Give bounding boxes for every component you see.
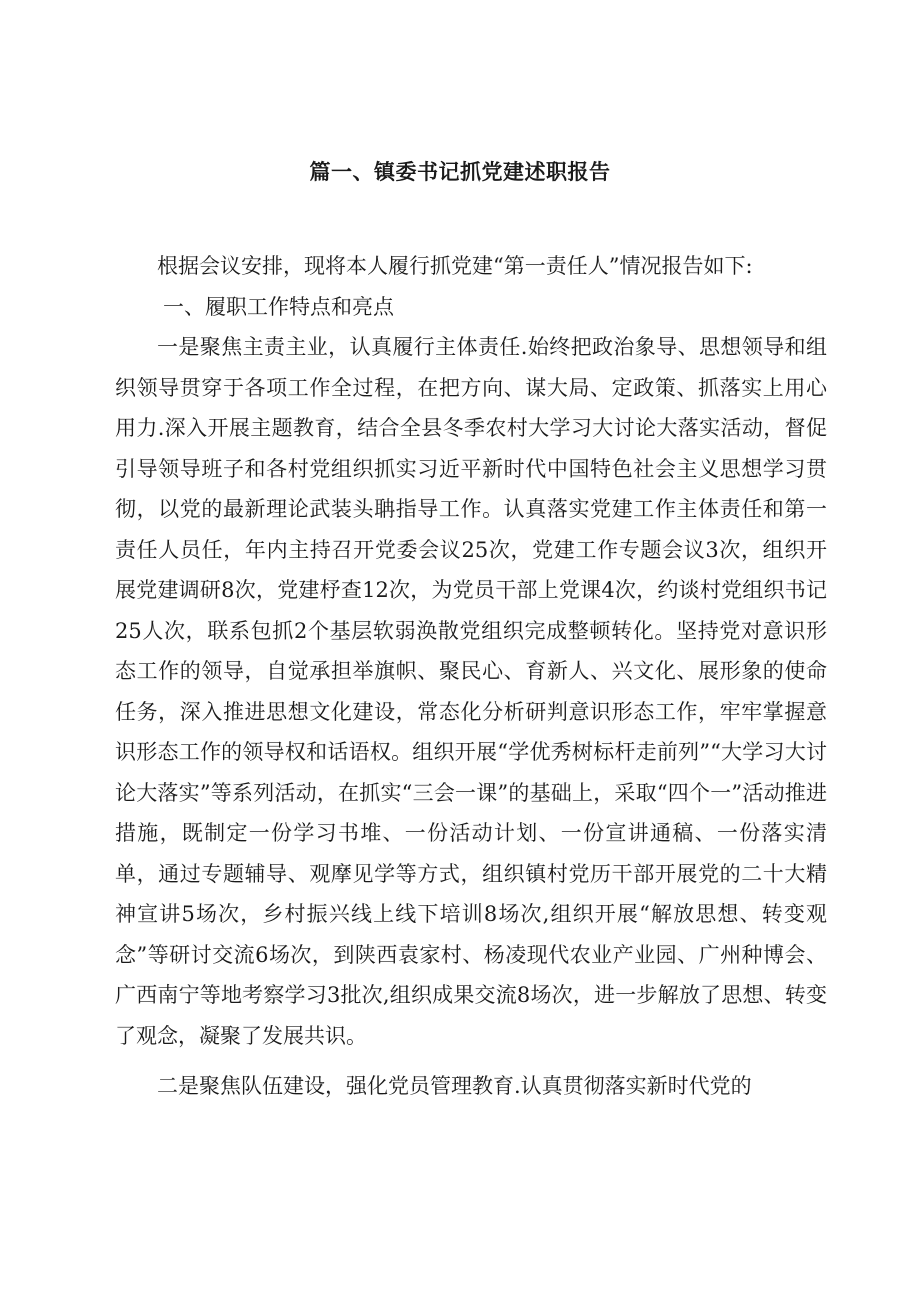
paragraph-gap	[115, 1056, 827, 1066]
section-heading: 一、履职工作特点和亮点	[163, 294, 394, 319]
document-body	[115, 246, 827, 1107]
document-title: 篇一、镇委书记抓党建述职报告	[309, 160, 611, 184]
body-paragraph-2: 二是聚焦队伍建设，强化党员管理教育.认真贯彻落实新时代党的	[157, 1074, 752, 1098]
body-paragraph-1: 一是聚焦主责主业，认真履行主体责任.始终把政治象导、思想领导和组织领导贯穿于各项工作全过程，在把方向、谋大局、定政策、抓落实上用心用力.深入开展主题教育，结合全县冬季农村大学习大讨论大落实活动，督促引导领导班子和各村党组织抓实习近平新时代中国特色社会主义思想学习贯彻，以党的最新理论武装头聃指导工作。认真落实党建工作主体责任和第一责任人员任，年内主持召开党委会议25次，党建工作专题会议3次，组织开展党建调研8次，党建杼查12次，为党员干部上党课4次，约谈村党组织书记25人次，联系包抓2个基层软弱涣散党组织完成整顿转化。坚持党对意识形态工作的领导，自觉承担举旗帜、聚民心、育新人、兴文化、展形象的使命任务，深入推进思想文化建设，常态化分析研判意识形态工作，牢牢掌握意识形态工作的领导权和话语权。组织开展“学优秀树标杆走前列”“大学习大讨论大落实”等系列活动，在抓实“三会一课”的基础上，采取“四个一”活动推进措施，既制定一份学习书堆、一份活动计划、一份宣讲通稿、一份落实清单，通过专题辅导、观摩见学等方式，组织镇村党历干部开展党的二十大精神宣讲5场次，乡村振兴线上线下培训8场次,组织开展“解放思想、转变观念”等研讨交流6场次，到陕西袁家村、杨凌现代农业产业园、广州种博会、广西南宁等地考察学习3批次,组织成果交流8场次，进一步解放了思想、转变了观念，凝聚了发展共识。	[115, 335, 827, 1048]
intro-paragraph: 根据会议安排，现将本人履行抓党建“第一责任人”情况报告如下:	[157, 254, 753, 278]
